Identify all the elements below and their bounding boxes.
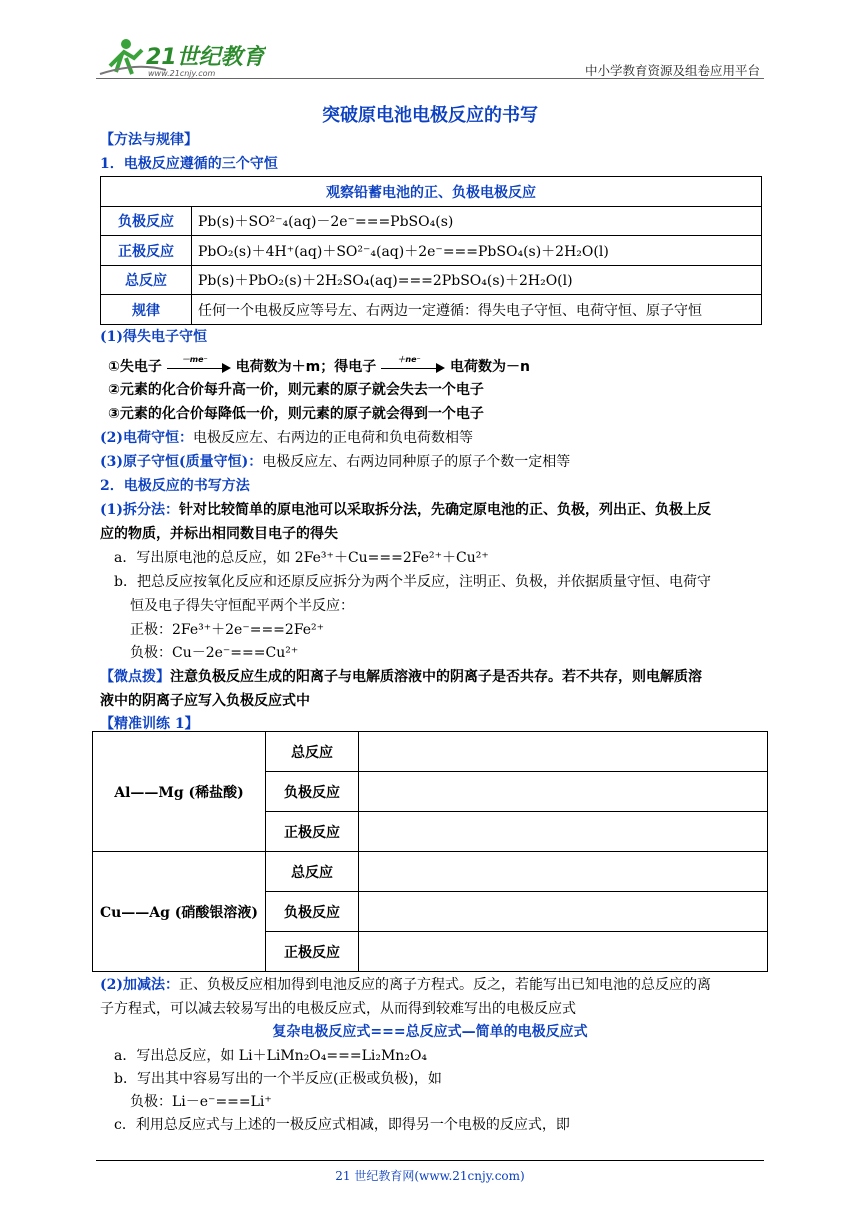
m2-text1: 正、负极反应相加得到电池反应的离子方程式。反之，若能写出已知电池的总反应的离 <box>179 977 711 993</box>
tip-line1 <box>100 666 702 686</box>
p1-line1-b: 电荷数为＋m；得电子 <box>235 359 377 375</box>
system1-row-total: 总反应 <box>266 732 359 772</box>
arrow-lose-icon: －me⁻ <box>167 360 231 374</box>
p1-line3: ③元素的化合价每降低一价，则元素的原子就会得到一个电子 <box>108 406 484 422</box>
answer-cell[interactable] <box>359 892 768 932</box>
method-tag: 【方法与规律】 <box>100 132 198 148</box>
m2-line1 <box>100 974 711 994</box>
answer-cell[interactable] <box>359 932 768 972</box>
m2-a: a．写出总反应，如 Li＋LiMn₂O₄===Li₂Mn₂O₄ <box>114 1048 428 1064</box>
system2-label: Cu——Ag (硝酸银溶液) <box>93 852 266 972</box>
m2-c: c．利用总反应式与上述的一极反应式相减，即得另一个电极的反应式，即 <box>114 1117 570 1133</box>
m2-b-negative: 负极：Li－e⁻===Li⁺ <box>130 1094 272 1110</box>
answer-cell[interactable] <box>359 852 768 892</box>
row-label-total: 总反应 <box>101 266 192 295</box>
p2-head: (2)电荷守恒： <box>100 430 193 446</box>
section1-heading: 1．电极反应遵循的三个守恒 <box>100 156 278 172</box>
row-label-negative: 负极反应 <box>101 207 192 236</box>
m2-b: b．写出其中容易写出的一个半反应(正极或负极)，如 <box>114 1071 442 1087</box>
system1-row-positive: 正极反应 <box>266 812 359 852</box>
p1-line1-a: ①失电子 <box>108 359 162 375</box>
lead-battery-table <box>100 176 762 325</box>
m1-text2: 应的物质，并标出相同数目电子的得失 <box>100 526 338 542</box>
row-label-rule: 规律 <box>101 295 192 325</box>
footer-divider <box>96 1160 764 1161</box>
system2-row-negative: 负极反应 <box>266 892 359 932</box>
tip-text1: 注意负极反应生成的阳离子与电解质溶液中的阴离子是否共存。若不共存，则电解质溶 <box>170 669 702 685</box>
m2-head: (2)加减法： <box>100 977 179 993</box>
logo-text: 21世纪教育 <box>146 45 265 70</box>
m2-formula: 复杂电极反应式===总反应式—简单的电极反应式 <box>272 1024 588 1040</box>
answer-cell[interactable] <box>359 812 768 852</box>
row-rule-text: 任何一个电极反应等号左、右两边一定遵循：得失电子守恒、电荷守恒、原子守恒 <box>192 295 762 325</box>
p3 <box>100 451 570 471</box>
training-table <box>92 731 768 972</box>
m2-text2: 子方程式，可以减去较易写出的电极反应式，从而得到较难写出的电极反应式 <box>100 1001 576 1017</box>
system1-label: Al——Mg (稀盐酸) <box>93 732 266 852</box>
header-divider <box>96 78 764 79</box>
row-negative-reaction: Pb(s)＋SO²⁻₄(aq)－2e⁻===PbSO₄(s) <box>192 207 762 236</box>
m1-positive: 正极：2Fe³⁺＋2e⁻===2Fe²⁺ <box>130 622 325 638</box>
section2-heading: 2．电极反应的书写方法 <box>100 478 250 494</box>
row-label-positive: 正极反应 <box>101 236 192 266</box>
page-title: 突破原电池电极反应的书写 <box>322 105 538 126</box>
row-positive-reaction: PbO₂(s)＋4H⁺(aq)＋SO²⁻₄(aq)＋2e⁻===PbSO₄(s)＋2H₂O(l) <box>192 236 762 266</box>
footer-link[interactable]: 21 世纪教育网(www.21cnjy.com) <box>335 1169 525 1183</box>
p1-line1 <box>108 356 530 376</box>
row-total-reaction: Pb(s)＋PbO₂(s)＋2H₂SO₄(aq)===2PbSO₄(s)＋2H₂O(l) <box>192 266 762 295</box>
train-tag: 【精准训练 1】 <box>100 716 199 732</box>
tip-tag: 【微点拨】 <box>100 669 170 685</box>
system2-row-total: 总反应 <box>266 852 359 892</box>
arrow-gain-icon: ＋ne⁻ <box>381 360 445 374</box>
p1-line1-c: 电荷数为－n <box>449 359 530 375</box>
p2-text: 电极反应左、右两边的正电荷和负电荷数相等 <box>193 430 473 446</box>
table-caption: 观察铅蓄电池的正、负极电极反应 <box>101 177 762 207</box>
answer-cell[interactable] <box>359 772 768 812</box>
m1-b2: 恒及电子得失守恒配平两个半反应： <box>130 598 354 614</box>
m1-text1: 针对比较简单的原电池可以采取拆分法，先确定原电池的正、负极，列出正、负极上反 <box>179 502 711 518</box>
m1-line1 <box>100 499 711 519</box>
p1-line2: ②元素的化合价每升高一价，则元素的原子就会失去一个电子 <box>108 382 484 398</box>
system1-row-negative: 负极反应 <box>266 772 359 812</box>
system2-row-positive: 正极反应 <box>266 932 359 972</box>
p3-head: (3)原子守恒(质量守恒)： <box>100 454 263 470</box>
m1-head: (1)拆分法： <box>100 502 179 518</box>
p3-text: 电极反应左、右两边同种原子的原子个数一定相等 <box>262 454 571 470</box>
site-logo[interactable] <box>96 36 266 82</box>
m1-b1: b．把总反应按氧化反应和还原反应拆分为两个半反应，注明正、负极，并依据质量守恒、电荷守 <box>114 574 711 590</box>
m1-negative: 负极：Cu－2e⁻===Cu²⁺ <box>130 645 299 661</box>
header-right-text: 中小学教育资源及组卷应用平台 <box>584 63 760 78</box>
logo-url: www.21cnjy.com <box>148 69 216 78</box>
p1-heading: (1)得失电子守恒 <box>100 329 207 345</box>
answer-cell[interactable] <box>359 732 768 772</box>
tip-text2: 液中的阴离子应写入负极反应式中 <box>100 693 310 709</box>
m1-a: a．写出原电池的总反应，如 2Fe³⁺＋Cu===2Fe²⁺＋Cu²⁺ <box>114 550 489 566</box>
p2 <box>100 427 473 447</box>
